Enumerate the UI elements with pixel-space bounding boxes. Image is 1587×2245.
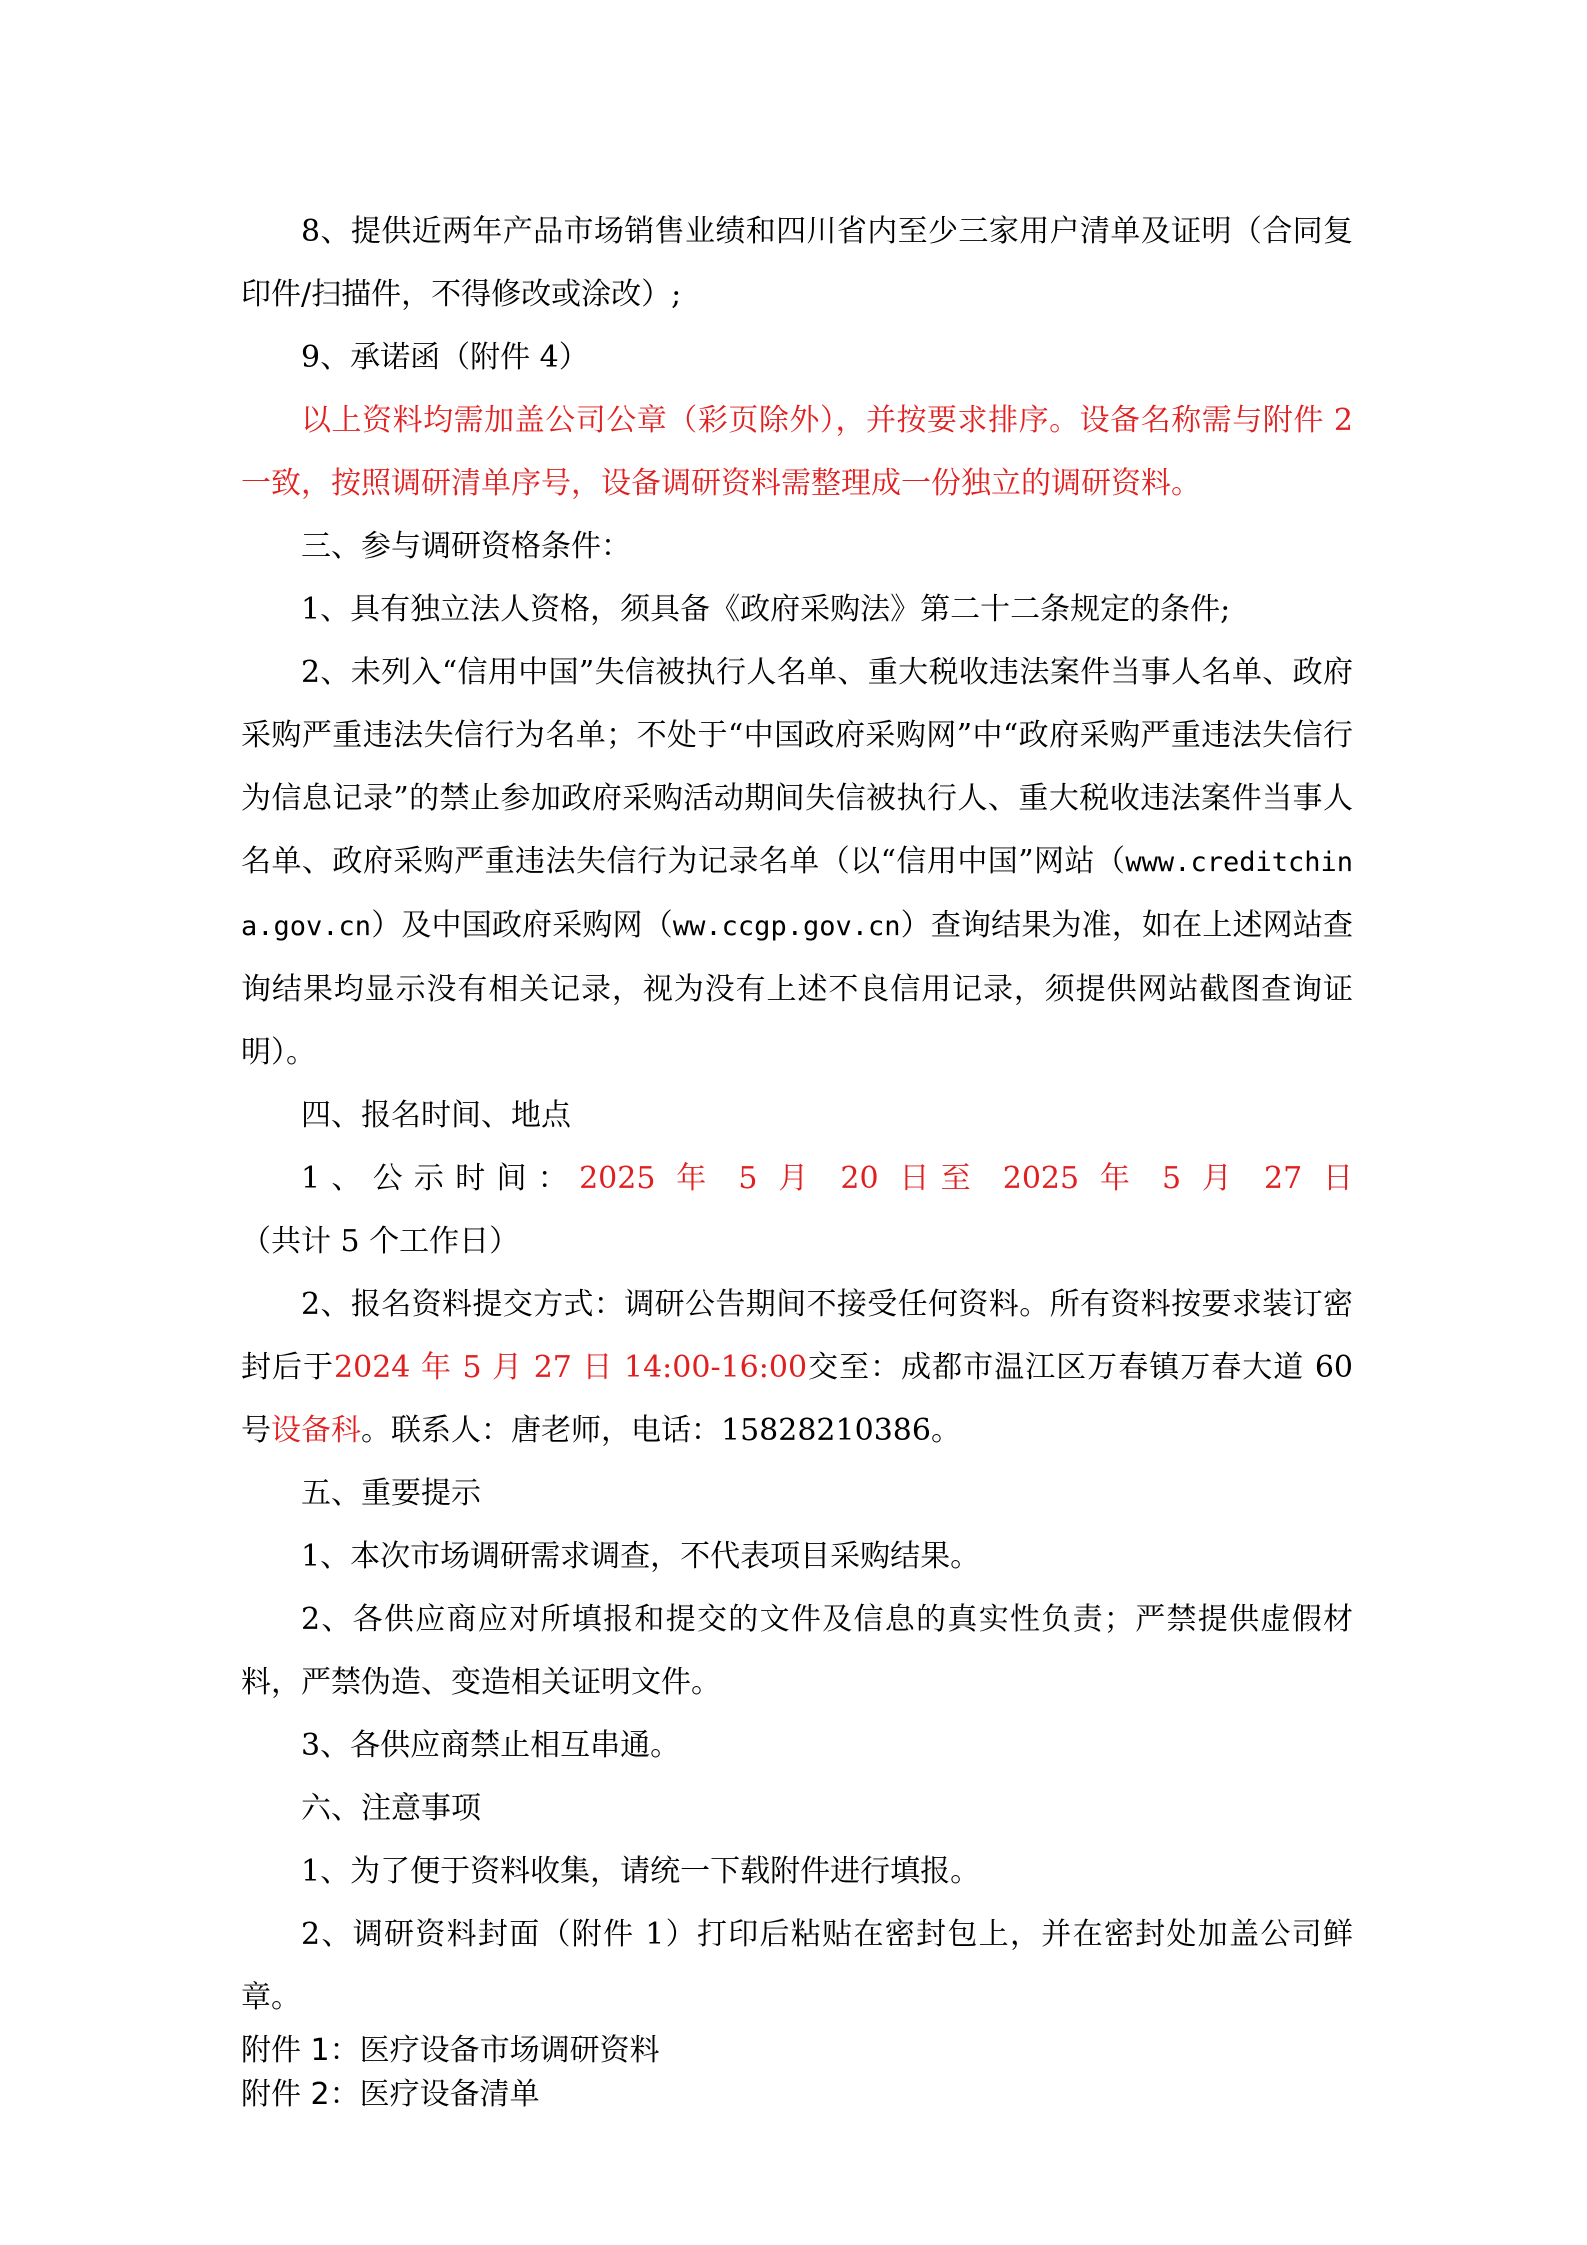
section-4-item-1 — [241, 1147, 1353, 1273]
publicity-label: 1、公示时间： — [301, 1161, 580, 1196]
section-3-heading: 三、参与调研资格条件： — [301, 529, 631, 564]
attachment-1: 附件 1：医疗设备市场调研资料 — [241, 2033, 660, 2068]
publicity-days: （共计 5 个工作日） — [241, 1224, 520, 1259]
item-8: 8、提供近两年产品市场销售业绩和四川省内至少三家用户清单及证明（合同复印件/扫描件，不得修改或涂改）; — [241, 214, 1353, 312]
section-5-item-2: 2、各供应商应对所填报和提交的文件及信息的真实性负责；严禁提供虚假材料，严禁伪造、变造相关证明文件。 — [241, 1602, 1353, 1700]
section-5-heading: 五、重要提示 — [301, 1476, 481, 1511]
submission-text-a: 2、报名资料提交方式：调研公告期间不接受任何资料。所有资料按要求装订密封后于 — [241, 1287, 1353, 1385]
section-6-heading: 六、注意事项 — [301, 1791, 481, 1826]
section-3-item-2-text-a: 2、未列入“信用中国”失信被执行人名单、重大税收违法案件当事人名单、政府采购严重违法失信行为名单；不处于“中国政府采购网”中“政府采购严重违法失信行为信息记录”的禁止参加政府采购活动期间失信被执行人、重大税收违法案件当事人名单、政府采购严重违法失信行为记录名单（以“信用中国”网站（ — [241, 655, 1353, 879]
creditchina-url: www.creditchin a.gov.cn — [241, 847, 1353, 942]
submission-text-b: 交至：成都市温江区万春镇万春大道 60 号 — [241, 1350, 1354, 1448]
materials-notice: 以上资料均需加盖公司公章（彩页除外），并按要求排序。设备名称需与附件 2 一致，按照调研清单序号，设备调研资料需整理成一份独立的调研资料。 — [241, 403, 1353, 501]
attachment-2: 附件 2：医疗设备清单 — [241, 2077, 540, 2112]
section-3-item-2-text-b: ）及中国政府采购网（ — [371, 908, 673, 943]
section-3-item-1: 1、具有独立法人资格，须具备《政府采购法》第二十二条规定的条件; — [301, 592, 1231, 627]
submission-contact: 。联系人：唐老师，电话：15828210386。 — [361, 1413, 961, 1448]
section-3-item-2-text-c: ）查询结果为准，如在上述网站查询结果均显示没有相关记录，视为没有上述不良信用记录，须提供网站截图查询证明）。 — [241, 908, 1354, 1070]
section-6-item-2: 2、调研资料封面（附件 1）打印后粘贴在密封包上，并在密封处加盖公司鲜章。 — [241, 1917, 1353, 2015]
submission-time: 2024 年 5 月 27 日 14:00-16:00 — [334, 1350, 808, 1385]
section-6-item-1: 1、为了便于资料收集，请统一下载附件进行填报。 — [301, 1854, 981, 1889]
section-5-item-3: 3、各供应商禁止相互串通。 — [301, 1728, 681, 1763]
document-body — [241, 200, 1353, 2117]
submission-department: 设备科 — [271, 1413, 361, 1448]
section-5-item-1: 1、本次市场调研需求调查，不代表项目采购结果。 — [301, 1539, 981, 1574]
publicity-dates: 2025 年 5 月 20 日至 2025 年 5 月 27 日 — [579, 1161, 1353, 1196]
item-9: 9、承诺函（附件 4） — [301, 340, 589, 375]
section-4-item-2 — [241, 1273, 1353, 1462]
section-4-heading: 四、报名时间、地点 — [301, 1098, 571, 1133]
ccgp-url: ww.ccgp.gov.cn — [672, 911, 901, 942]
section-3-item-2 — [241, 641, 1353, 1084]
